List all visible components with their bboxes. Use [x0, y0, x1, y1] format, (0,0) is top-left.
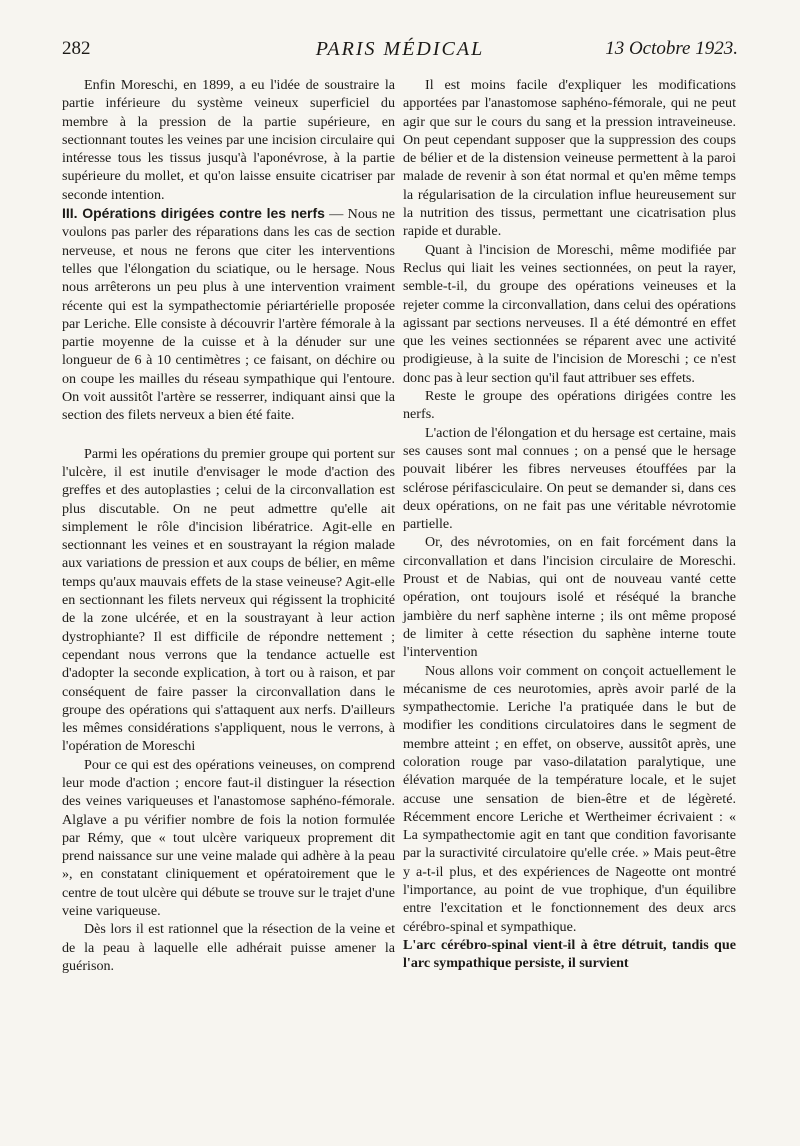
- paragraph-sympathectomy: Nous allons voir comment on conçoit actuellement le mécanisme de ces neurotomies, après avoir parlé de la sympathectomie. Leriche l'a pratiquée dans le but de modifier les conditions circulatoires dans le segment de membre atteint ; en effet, on observe, aussitôt après, une coloration rouge par vaso-dilatation paralytique, une élévation marquée de la température locale, et le sujet accuse une sensation de bien-être et de légèreté. Récemment encore Leriche et Wertheimer écrivaient : « La sympathectomie agit en tant que condition favorisante par la suractivité circulatoire qu'elle crée. » Mais peut-être y a-t-il plus, et des expériences de Nageotte ont montré l'importance, au point de vue trophique, d'un équilibre entre l'excitation et le fonctionnement des deux arcs cérébro-spinal et sympathique.: [403, 662, 736, 935]
- paragraph-nerve-operations: [62, 204, 395, 425]
- right-column: [403, 76, 736, 973]
- journal-title: PARIS MÉDICAL: [315, 38, 485, 60]
- paragraph-first-group: Parmi les opérations du premier groupe qui portent sur l'ulcère, il est inutile d'envisager le mode d'action des greffes et des autoplasties ; celui de la circonvallation est plus discutable. On ne peut admettre qu'elle ait simplement le rôle d'incision libératrice. Agit-elle en sectionnant les veines et en soustrayant la région malade aux variations de pression et aux coups de bélier, en même temps qu'aux mauvais effets de la stase veineuse? Agit-elle en sectionnant les filets nerveux qui régissent la trophicité de la zone ulcérée, et en la soustrayant à leur action dystrophiante? Il est difficile de répondre nettement ; cependant nous verrons que la tendance actuelle est d'adopter la seconde explication, à tort ou à raison, et par conséquent de faire passer la circonvallation dans le groupe des opérations qui s'attaquent aux nerfs. D'ailleurs les mêmes considérations s'appliquent, nous le verrons, à l'opération de Moreschi: [62, 445, 395, 755]
- paragraph-anastomosis: Il est moins facile d'expliquer les modifications apportées par l'anastomose saphéno-fémorale, qui ne peut agir que sur le cours du sang et la pression intraveineuse. On peut cependant supposer que la suppression des coups de bélier et de la distension veineuse permettent à la paroi malade de revenir à son état normal et qu'en même temps la régularisation de la circulation influe heureusement sur la nutrition des tissus, permettant une cicatrisation plus rapide et durable.: [403, 77, 736, 240]
- page-number: 282: [62, 38, 91, 59]
- paragraph-text: — Nous ne voulons pas parler des réparations dans les cas de section nerveuse, et nous ne ferons que citer les interventions telles que l'élongation du sciatique, ou le hersage. Nous nous arrêterons un peu plus à une intervention vraiment récente qui est la sympathectomie périartérielle proposée par Leriche. Elle consiste à découvrir l'artère fémorale à la partie moyenne de la cuisse et à la dénuder sur une longueur de 6 à 10 centimètres ; ce faisant, on déchire ou on coupe les mailles du réseau sympathique qui l'entoure. On voit aussitôt l'artère se resserrer, indiquant ainsi que la section des filets nerveux a bien été faite.: [62, 206, 395, 424]
- paragraph-neurotomies: Or, des névrotomies, on en fait forcément dans la circonvallation et dans l'incision circulaire de Moreschi. Proust et de Nabias, qui ont de nouveau vanté cette opération, ont toujours isolé et réséqué la branche jambière du nerf saphène interne ; ils ont même proposé de limiter à cette résection du saphène interne toute l'intervention: [403, 534, 736, 661]
- paragraph-nerve-group: Reste le groupe des opérations dirigées contre les nerfs.: [403, 388, 736, 423]
- paragraph-continuation: L'arc cérébro-spinal vient-il à être détruit, tandis que l'arc sympathique persiste, il survient: [403, 936, 736, 972]
- paragraph-venous-operations: Pour ce qui est des opérations veineuses, on comprend leur mode d'action ; encore faut-il distinguer la résection des veines variqueuses et l'anastomose saphéno-fémorale. Alglave a pu vérifier nombre de fois la notion formulée par Rémy, que « tout ulcère variqueux proprement dit prend naissance sur une veine malade qui adhère à la peau », en constatant cliniquement et opératoirement que le centre de tout ulcère qui débute se trouve sur le trajet d'une veine variqueuse.: [62, 756, 395, 920]
- paragraph-moreschi-intro: Enfin Moreschi, en 1899, a eu l'idée de soustraire la partie inférieure du système veineux superficiel du membre à la pression de la partie supérieure, en sectionnant toutes les veines par une incision circulaire qui intéresse tous les tissus jusqu'à l'aponévrose, à la partie supérieure du mollet, et qu'on laisse ensuite cicatriser par seconde intention.: [62, 77, 395, 203]
- left-column: [62, 76, 395, 975]
- paragraph-elongation: L'action de l'élongation et du hersage est certaine, mais ses causes sont mal connues ; on a pensé que le hersage pouvait libérer les fibres nerveuses étouffées par la sclérose périfasciculaire. On peut se demander si, dans ces deux opérations, on ne fait pas une véritable névrotomie partielle.: [403, 424, 736, 533]
- paragraph-resection: Dès lors il est rationnel que la résection de la veine et de la peau à laquelle elle adhérait puisse amener la guérison.: [62, 921, 395, 974]
- page-header: [62, 38, 738, 68]
- issue-date: 13 Octobre 1923.: [605, 38, 738, 59]
- section-heading: III. Opérations dirigées contre les nerfs: [62, 205, 325, 222]
- paragraph-moreschi-incision: Quant à l'incision de Moreschi, même modifiée par Reclus qui liait les veines sectionnées, on peut la rayer, semble-t-il, du groupe des opérations veineuses et la rejeter comme la circonvallation, dans celui des opérations agissant par sections nerveuses. Il a été démontré en effet que les veines sectionnées se réparent avec une activité prodigieuse, à la suite de l'incision de Moreschi ; ce n'est donc pas à leur section qu'il faut attribuer ses effets.: [403, 241, 736, 386]
